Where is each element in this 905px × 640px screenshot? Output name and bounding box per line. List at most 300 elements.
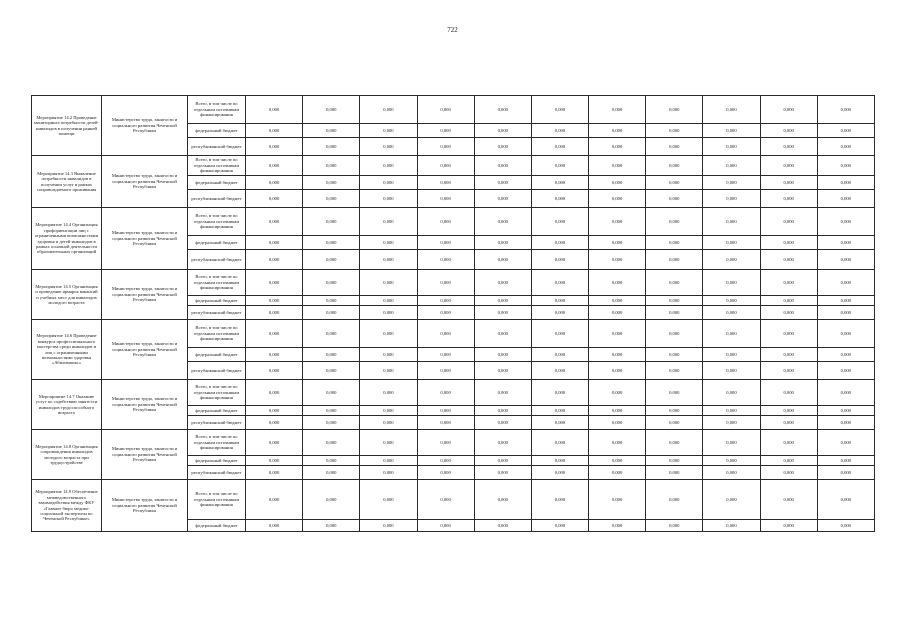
- amount-cell: 0,000: [589, 430, 646, 456]
- executor-cell: Министерство труда, занятости и социального развития Чеченской Республики: [102, 430, 188, 480]
- amount-cell: 0,000: [703, 156, 760, 176]
- funding-source-cell: республиканский бюджет: [188, 138, 246, 156]
- amount-cell: 0,000: [417, 416, 474, 430]
- amount-cell: 0,000: [646, 296, 703, 306]
- amount-cell: 0,000: [417, 96, 474, 124]
- amount-cell: 0,000: [531, 190, 588, 208]
- amount-cell: 0,000: [703, 138, 760, 156]
- amount-cell: 0,000: [417, 156, 474, 176]
- amount-cell: 0,000: [531, 270, 588, 296]
- amount-cell: 0,000: [360, 520, 417, 532]
- amount-cell: 0,000: [474, 176, 531, 190]
- amount-cell: 0,000: [589, 380, 646, 406]
- amount-cell: 0,000: [474, 96, 531, 124]
- amount-cell: 0,000: [417, 466, 474, 480]
- amount-cell: 0,000: [417, 138, 474, 156]
- amount-cell: 0,000: [360, 250, 417, 270]
- amount-cell: 0,000: [760, 138, 817, 156]
- amount-cell: 0,000: [417, 380, 474, 406]
- amount-cell: 0,000: [760, 520, 817, 532]
- funding-source-cell: Всего, в том числе по отдельным источникам финансирования: [188, 270, 246, 296]
- amount-cell: 0,000: [589, 456, 646, 466]
- amount-cell: 0,000: [474, 456, 531, 466]
- table-row: [32, 96, 875, 124]
- amount-cell: 0,000: [417, 208, 474, 236]
- funding-source-cell: республиканский бюджет: [188, 466, 246, 480]
- amount-cell: 0,000: [474, 296, 531, 306]
- amount-cell: 0,000: [531, 296, 588, 306]
- amount-cell: 0,000: [303, 362, 360, 380]
- amount-cell: 0,000: [417, 250, 474, 270]
- executor-cell: Министерство труда, занятости и социального развития Чеченской Республики: [102, 96, 188, 156]
- amount-cell: 0,000: [817, 96, 874, 124]
- amount-cell: 0,000: [589, 156, 646, 176]
- amount-cell: 0,000: [760, 296, 817, 306]
- amount-cell: 0,000: [760, 416, 817, 430]
- executor-cell: Министерство труда, занятости и социального развития Чеченской Республики: [102, 208, 188, 270]
- amount-cell: 0,000: [531, 456, 588, 466]
- funding-source-cell: республиканский бюджет: [188, 250, 246, 270]
- amount-cell: 0,000: [360, 406, 417, 416]
- amount-cell: 0,000: [760, 176, 817, 190]
- amount-cell: 0,000: [360, 416, 417, 430]
- amount-cell: 0,000: [589, 296, 646, 306]
- funding-source-cell: Всего, в том числе по отдельным источникам финансирования: [188, 208, 246, 236]
- amount-cell: 0,000: [760, 466, 817, 480]
- amount-cell: 0,000: [360, 306, 417, 320]
- amount-cell: 0,000: [589, 520, 646, 532]
- amount-cell: 0,000: [589, 138, 646, 156]
- amount-cell: 0,000: [474, 306, 531, 320]
- amount-cell: 0,000: [474, 190, 531, 208]
- amount-cell: 0,000: [531, 124, 588, 138]
- amount-cell: 0,000: [360, 124, 417, 138]
- amount-cell: 0,000: [360, 380, 417, 406]
- amount-cell: 0,000: [360, 236, 417, 250]
- funding-source-cell: республиканский бюджет: [188, 416, 246, 430]
- amount-cell: 0,000: [246, 466, 303, 480]
- amount-cell: 0,000: [817, 456, 874, 466]
- executor-cell: Министерство труда, занятости и социального развития Чеченской Республики: [102, 480, 188, 532]
- amount-cell: 0,000: [417, 362, 474, 380]
- amount-cell: 0,000: [703, 208, 760, 236]
- amount-cell: 0,000: [589, 406, 646, 416]
- funding-source-cell: федеральный бюджет: [188, 456, 246, 466]
- funding-table: [31, 95, 875, 532]
- amount-cell: 0,000: [531, 480, 588, 520]
- amount-cell: 0,000: [703, 236, 760, 250]
- amount-cell: 0,000: [360, 296, 417, 306]
- event-name-cell: Мероприятие 14.2 Проведение мониторинга потребности детей-инвалидов в получении ранней помощи: [32, 96, 102, 156]
- amount-cell: 0,000: [646, 406, 703, 416]
- amount-cell: 0,000: [531, 380, 588, 406]
- amount-cell: 0,000: [474, 156, 531, 176]
- table-row: [32, 208, 875, 236]
- amount-cell: 0,000: [703, 96, 760, 124]
- amount-cell: 0,000: [646, 306, 703, 320]
- executor-cell: Министерство труда, занятости и социального развития Чеченской Республики: [102, 320, 188, 380]
- amount-cell: 0,000: [646, 156, 703, 176]
- funding-source-cell: Всего, в том числе по отдельным источникам финансирования: [188, 380, 246, 406]
- amount-cell: 0,000: [303, 138, 360, 156]
- amount-cell: 0,000: [474, 380, 531, 406]
- amount-cell: 0,000: [246, 156, 303, 176]
- amount-cell: 0,000: [817, 176, 874, 190]
- amount-cell: 0,000: [417, 320, 474, 348]
- funding-source-cell: Всего, в том числе по отдельным источникам финансирования: [188, 320, 246, 348]
- amount-cell: 0,000: [703, 124, 760, 138]
- event-name-cell: Мероприятие 14.4 Организация профориентации лиц с ограниченными возможностями здоровья и детей-инвалидов в рамках основной деятельности образовательных организаций: [32, 208, 102, 270]
- amount-cell: 0,000: [817, 156, 874, 176]
- amount-cell: 0,000: [303, 250, 360, 270]
- amount-cell: 0,000: [589, 96, 646, 124]
- amount-cell: 0,000: [589, 466, 646, 480]
- amount-cell: 0,000: [474, 406, 531, 416]
- amount-cell: 0,000: [360, 362, 417, 380]
- amount-cell: 0,000: [303, 320, 360, 348]
- amount-cell: 0,000: [817, 406, 874, 416]
- amount-cell: 0,000: [303, 306, 360, 320]
- amount-cell: 0,000: [360, 320, 417, 348]
- amount-cell: 0,000: [474, 236, 531, 250]
- amount-cell: 0,000: [303, 96, 360, 124]
- amount-cell: 0,000: [246, 348, 303, 362]
- amount-cell: 0,000: [531, 176, 588, 190]
- amount-cell: 0,000: [703, 480, 760, 520]
- amount-cell: 0,000: [417, 348, 474, 362]
- amount-cell: 0,000: [589, 190, 646, 208]
- amount-cell: 0,000: [360, 156, 417, 176]
- amount-cell: 0,000: [817, 380, 874, 406]
- amount-cell: 0,000: [531, 406, 588, 416]
- funding-source-cell: федеральный бюджет: [188, 406, 246, 416]
- amount-cell: 0,000: [589, 236, 646, 250]
- amount-cell: 0,000: [246, 320, 303, 348]
- amount-cell: 0,000: [531, 138, 588, 156]
- amount-cell: 0,000: [303, 466, 360, 480]
- funding-source-cell: республиканский бюджет: [188, 190, 246, 208]
- amount-cell: 0,000: [646, 362, 703, 380]
- amount-cell: 0,000: [474, 208, 531, 236]
- amount-cell: 0,000: [760, 362, 817, 380]
- event-name-cell: Мероприятие 14.7 Оказание услуг по содействию занятости инвалидов трудоспособного возраста: [32, 380, 102, 430]
- amount-cell: 0,000: [589, 208, 646, 236]
- amount-cell: 0,000: [303, 124, 360, 138]
- amount-cell: 0,000: [531, 306, 588, 320]
- amount-cell: 0,000: [417, 176, 474, 190]
- amount-cell: 0,000: [817, 362, 874, 380]
- funding-source-cell: федеральный бюджет: [188, 124, 246, 138]
- amount-cell: 0,000: [646, 416, 703, 430]
- amount-cell: 0,000: [474, 520, 531, 532]
- amount-cell: 0,000: [417, 190, 474, 208]
- amount-cell: 0,000: [360, 456, 417, 466]
- amount-cell: 0,000: [646, 466, 703, 480]
- amount-cell: 0,000: [703, 430, 760, 456]
- amount-cell: 0,000: [646, 320, 703, 348]
- amount-cell: 0,000: [760, 250, 817, 270]
- funding-source-cell: федеральный бюджет: [188, 296, 246, 306]
- amount-cell: 0,000: [817, 208, 874, 236]
- amount-cell: 0,000: [417, 236, 474, 250]
- amount-cell: 0,000: [531, 96, 588, 124]
- amount-cell: 0,000: [703, 176, 760, 190]
- amount-cell: 0,000: [360, 466, 417, 480]
- amount-cell: 0,000: [417, 520, 474, 532]
- amount-cell: 0,000: [246, 190, 303, 208]
- amount-cell: 0,000: [417, 430, 474, 456]
- amount-cell: 0,000: [646, 480, 703, 520]
- amount-cell: 0,000: [303, 380, 360, 406]
- amount-cell: 0,000: [474, 430, 531, 456]
- amount-cell: 0,000: [817, 480, 874, 520]
- amount-cell: 0,000: [474, 138, 531, 156]
- event-name-cell: Мероприятие 14.9 Обеспечение межведомственного взаимодействия между ФКУ «Главное бюро медико-социальной экспертизы по Чеченской Республике»: [32, 480, 102, 532]
- amount-cell: 0,000: [246, 456, 303, 466]
- funding-source-cell: республиканский бюджет: [188, 306, 246, 320]
- amount-cell: 0,000: [589, 270, 646, 296]
- executor-cell: Министерство труда, занятости и социального развития Чеченской Республики: [102, 380, 188, 430]
- executor-cell: Министерство труда, занятости и социального развития Чеченской Республики: [102, 156, 188, 208]
- amount-cell: 0,000: [817, 250, 874, 270]
- amount-cell: 0,000: [360, 430, 417, 456]
- amount-cell: 0,000: [303, 430, 360, 456]
- amount-cell: 0,000: [303, 480, 360, 520]
- amount-cell: 0,000: [246, 124, 303, 138]
- amount-cell: 0,000: [531, 236, 588, 250]
- amount-cell: 0,000: [646, 456, 703, 466]
- amount-cell: 0,000: [417, 296, 474, 306]
- funding-source-cell: республиканский бюджет: [188, 362, 246, 380]
- amount-cell: 0,000: [646, 190, 703, 208]
- amount-cell: 0,000: [474, 250, 531, 270]
- amount-cell: 0,000: [360, 208, 417, 236]
- amount-cell: 0,000: [646, 138, 703, 156]
- table-row: [32, 156, 875, 176]
- amount-cell: 0,000: [646, 124, 703, 138]
- amount-cell: 0,000: [246, 96, 303, 124]
- amount-cell: 0,000: [703, 520, 760, 532]
- amount-cell: 0,000: [417, 306, 474, 320]
- amount-cell: 0,000: [531, 466, 588, 480]
- amount-cell: 0,000: [360, 138, 417, 156]
- amount-cell: 0,000: [417, 480, 474, 520]
- page-bottom-edge: [0, 586, 905, 640]
- amount-cell: 0,000: [760, 320, 817, 348]
- amount-cell: 0,000: [246, 138, 303, 156]
- amount-cell: 0,000: [531, 156, 588, 176]
- funding-source-cell: Всего, в том числе по отдельным источникам финансирования: [188, 96, 246, 124]
- amount-cell: 0,000: [246, 380, 303, 406]
- funding-table-body: [32, 96, 875, 532]
- amount-cell: 0,000: [760, 348, 817, 362]
- table-row: [32, 430, 875, 456]
- amount-cell: 0,000: [817, 270, 874, 296]
- amount-cell: 0,000: [646, 270, 703, 296]
- amount-cell: 0,000: [303, 406, 360, 416]
- amount-cell: 0,000: [246, 270, 303, 296]
- amount-cell: 0,000: [703, 320, 760, 348]
- amount-cell: 0,000: [646, 430, 703, 456]
- amount-cell: 0,000: [303, 190, 360, 208]
- amount-cell: 0,000: [246, 416, 303, 430]
- table-row: [32, 320, 875, 348]
- amount-cell: 0,000: [303, 236, 360, 250]
- amount-cell: 0,000: [817, 466, 874, 480]
- amount-cell: 0,000: [589, 348, 646, 362]
- amount-cell: 0,000: [760, 270, 817, 296]
- amount-cell: 0,000: [589, 250, 646, 270]
- amount-cell: 0,000: [589, 124, 646, 138]
- amount-cell: 0,000: [303, 208, 360, 236]
- amount-cell: 0,000: [246, 250, 303, 270]
- amount-cell: 0,000: [817, 320, 874, 348]
- amount-cell: 0,000: [760, 480, 817, 520]
- event-name-cell: Мероприятие 14.3 Выявление потребности инвалидов в получении услуг в рамках сопровождаемого проживания: [32, 156, 102, 208]
- amount-cell: 0,000: [760, 456, 817, 466]
- amount-cell: 0,000: [531, 416, 588, 430]
- amount-cell: 0,000: [589, 362, 646, 380]
- amount-cell: 0,000: [474, 480, 531, 520]
- amount-cell: 0,000: [703, 380, 760, 406]
- amount-cell: 0,000: [589, 416, 646, 430]
- amount-cell: 0,000: [531, 362, 588, 380]
- amount-cell: 0,000: [760, 208, 817, 236]
- amount-cell: 0,000: [817, 124, 874, 138]
- amount-cell: 0,000: [531, 348, 588, 362]
- amount-cell: 0,000: [246, 406, 303, 416]
- event-name-cell: Мероприятие 14.5 Организация и проведение ярмарок вакансий и учебных мест для инвалидов молодого возраста: [32, 270, 102, 320]
- amount-cell: 0,000: [474, 320, 531, 348]
- table-row: [32, 380, 875, 406]
- amount-cell: 0,000: [817, 190, 874, 208]
- amount-cell: 0,000: [531, 250, 588, 270]
- amount-cell: 0,000: [246, 306, 303, 320]
- amount-cell: 0,000: [703, 306, 760, 320]
- amount-cell: 0,000: [760, 190, 817, 208]
- amount-cell: 0,000: [474, 124, 531, 138]
- page-number: 722: [447, 26, 458, 34]
- amount-cell: 0,000: [817, 138, 874, 156]
- amount-cell: 0,000: [760, 156, 817, 176]
- amount-cell: 0,000: [760, 430, 817, 456]
- amount-cell: 0,000: [817, 416, 874, 430]
- amount-cell: 0,000: [303, 456, 360, 466]
- amount-cell: 0,000: [703, 406, 760, 416]
- amount-cell: 0,000: [646, 348, 703, 362]
- amount-cell: 0,000: [360, 96, 417, 124]
- amount-cell: 0,000: [589, 176, 646, 190]
- amount-cell: 0,000: [474, 270, 531, 296]
- funding-source-cell: Всего, в том числе по отдельным источникам финансирования: [188, 480, 246, 520]
- amount-cell: 0,000: [246, 362, 303, 380]
- amount-cell: 0,000: [246, 296, 303, 306]
- amount-cell: 0,000: [360, 270, 417, 296]
- amount-cell: 0,000: [474, 416, 531, 430]
- amount-cell: 0,000: [474, 466, 531, 480]
- amount-cell: 0,000: [303, 270, 360, 296]
- amount-cell: 0,000: [303, 176, 360, 190]
- amount-cell: 0,000: [646, 208, 703, 236]
- amount-cell: 0,000: [817, 520, 874, 532]
- amount-cell: 0,000: [703, 270, 760, 296]
- funding-source-cell: федеральный бюджет: [188, 348, 246, 362]
- amount-cell: 0,000: [303, 296, 360, 306]
- amount-cell: 0,000: [817, 236, 874, 250]
- amount-cell: 0,000: [246, 480, 303, 520]
- amount-cell: 0,000: [817, 306, 874, 320]
- amount-cell: 0,000: [589, 306, 646, 320]
- amount-cell: 0,000: [817, 430, 874, 456]
- amount-cell: 0,000: [531, 320, 588, 348]
- amount-cell: 0,000: [760, 124, 817, 138]
- amount-cell: 0,000: [246, 176, 303, 190]
- amount-cell: 0,000: [760, 306, 817, 320]
- amount-cell: 0,000: [646, 96, 703, 124]
- amount-cell: 0,000: [531, 520, 588, 532]
- funding-source-cell: Всего, в том числе по отдельным источникам финансирования: [188, 430, 246, 456]
- amount-cell: 0,000: [303, 156, 360, 176]
- amount-cell: 0,000: [817, 296, 874, 306]
- amount-cell: 0,000: [760, 96, 817, 124]
- event-name-cell: Мероприятие 14.8 Организация сопровождения инвалидов молодого возраста при трудоустройстве: [32, 430, 102, 480]
- funding-source-cell: Всего, в том числе по отдельным источникам финансирования: [188, 156, 246, 176]
- amount-cell: 0,000: [417, 270, 474, 296]
- amount-cell: 0,000: [703, 250, 760, 270]
- amount-cell: 0,000: [646, 250, 703, 270]
- amount-cell: 0,000: [303, 520, 360, 532]
- amount-cell: 0,000: [246, 208, 303, 236]
- amount-cell: 0,000: [417, 124, 474, 138]
- amount-cell: 0,000: [303, 348, 360, 362]
- amount-cell: 0,000: [760, 406, 817, 416]
- funding-source-cell: федеральный бюджет: [188, 520, 246, 532]
- amount-cell: 0,000: [646, 236, 703, 250]
- amount-cell: 0,000: [703, 348, 760, 362]
- executor-cell: Министерство труда, занятости и социального развития Чеченской Республики: [102, 270, 188, 320]
- amount-cell: 0,000: [531, 208, 588, 236]
- amount-cell: 0,000: [760, 236, 817, 250]
- amount-cell: 0,000: [303, 416, 360, 430]
- amount-cell: 0,000: [760, 380, 817, 406]
- amount-cell: 0,000: [703, 466, 760, 480]
- amount-cell: 0,000: [589, 320, 646, 348]
- amount-cell: 0,000: [360, 176, 417, 190]
- amount-cell: 0,000: [246, 520, 303, 532]
- funding-source-cell: федеральный бюджет: [188, 176, 246, 190]
- amount-cell: 0,000: [360, 348, 417, 362]
- amount-cell: 0,000: [360, 480, 417, 520]
- table-row: [32, 480, 875, 520]
- amount-cell: 0,000: [703, 362, 760, 380]
- amount-cell: 0,000: [246, 430, 303, 456]
- amount-cell: 0,000: [703, 456, 760, 466]
- amount-cell: 0,000: [417, 406, 474, 416]
- amount-cell: 0,000: [589, 480, 646, 520]
- amount-cell: 0,000: [703, 190, 760, 208]
- amount-cell: 0,000: [474, 348, 531, 362]
- table-row: [32, 270, 875, 296]
- amount-cell: 0,000: [703, 416, 760, 430]
- amount-cell: 0,000: [417, 456, 474, 466]
- funding-source-cell: федеральный бюджет: [188, 236, 246, 250]
- amount-cell: 0,000: [646, 176, 703, 190]
- amount-cell: 0,000: [246, 236, 303, 250]
- amount-cell: 0,000: [646, 380, 703, 406]
- amount-cell: 0,000: [360, 190, 417, 208]
- event-name-cell: Мероприятие 14.6 Проведение конкурса профессионального мастерства среди инвалидов и лиц с ограниченными возможностями здоровья «Абилимпикс»: [32, 320, 102, 380]
- amount-cell: 0,000: [703, 296, 760, 306]
